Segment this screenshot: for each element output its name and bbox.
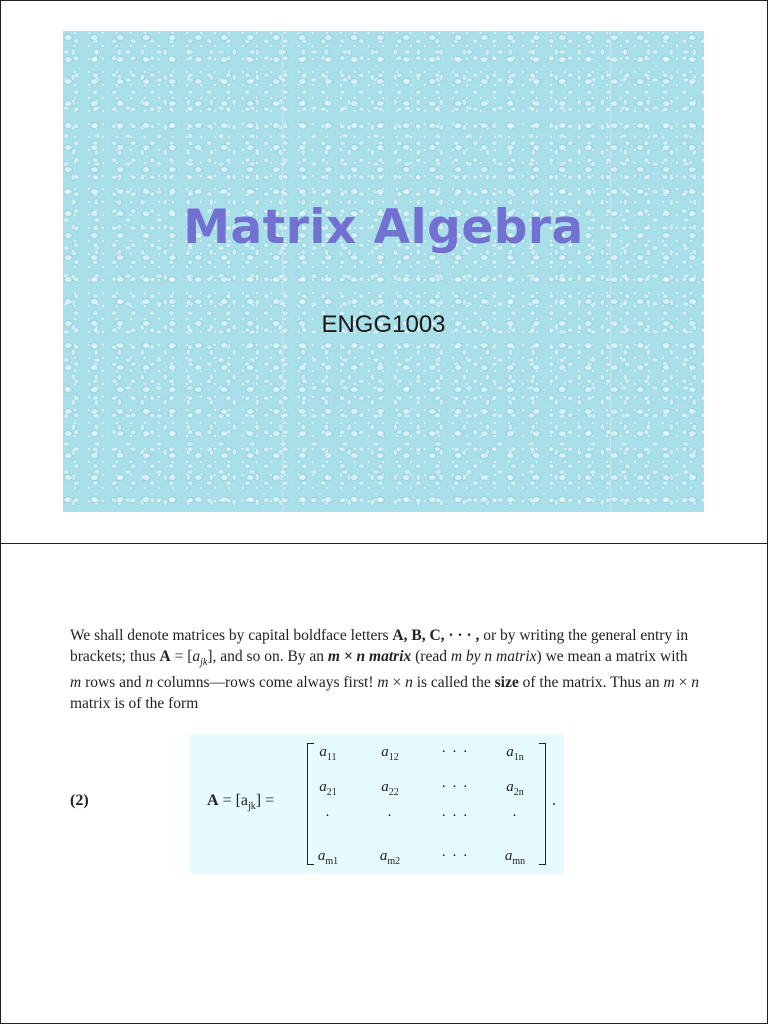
paragraph-run: ×: [674, 674, 692, 692]
paragraph-run: ×: [388, 674, 406, 692]
equation-period: .: [552, 792, 556, 809]
paragraph-run: m: [70, 674, 82, 692]
matrix-entry: $a_{2n}$: [506, 779, 524, 798]
slide-divider: [0, 543, 768, 544]
paragraph-run: n: [405, 674, 413, 692]
paragraph-run: m: [663, 674, 675, 692]
matrix-entry: $a_{11}$: [319, 744, 337, 763]
lhs-equals-bracket: = [a: [218, 792, 249, 809]
matrix-entry: ·: [387, 808, 393, 824]
matrix-entry: $a_{1n}$: [506, 744, 524, 763]
paragraph-run: m × n matrix: [327, 647, 412, 665]
matrix-entry: ·: [325, 808, 331, 824]
matrix-entry: · · ·: [441, 779, 469, 795]
matrix-entry: ·: [512, 808, 518, 824]
paragraph-run: rows and: [81, 674, 146, 692]
lhs-subscript: jk: [248, 801, 256, 813]
paragraph-run: A, B, C, · · · ,: [392, 627, 480, 644]
matrix-entry: · · ·: [441, 808, 469, 824]
lhs-matrix-symbol: A: [207, 792, 219, 809]
matrix-entry: · · ·: [441, 744, 469, 760]
background-seam: [610, 31, 611, 512]
paragraph-run: size: [494, 674, 519, 692]
matrix-entry: $a_{m1}$: [317, 848, 339, 867]
paragraph-run: We shall denote matrices by capital boldface letters: [70, 627, 393, 644]
matrix-entry: $a_{22}$: [381, 779, 399, 798]
paragraph-run: A: [159, 647, 171, 665]
slide-subtitle: ENGG1003: [321, 311, 446, 338]
lhs-end: ] =: [255, 792, 275, 809]
equation-number: (2): [70, 792, 89, 809]
paragraph-run: matrix is of the form: [70, 694, 199, 712]
background-seam: [282, 31, 283, 512]
paragraph-run: (read: [411, 647, 451, 665]
paragraph-run: m: [377, 674, 389, 692]
matrix-entry: · · ·: [441, 848, 469, 864]
paragraph-run: of the matrix. Thus an: [518, 674, 664, 692]
paragraph-run: ], and so on. By an: [207, 647, 328, 665]
matrix-entry: $a_{mn}$: [504, 848, 526, 867]
slide-title: Matrix Algebra: [183, 200, 584, 255]
definition-paragraph: [70, 626, 700, 714]
paragraph-run: is called the: [412, 674, 495, 692]
paragraph-run: n: [145, 674, 154, 692]
paragraph-run: or by writing the general entry in brackets; thus: [70, 627, 689, 665]
matrix-entry: $a_{12}$: [381, 744, 399, 763]
paragraph-run: m by n matrix: [450, 647, 537, 665]
paragraph-run: jk: [200, 656, 208, 668]
paragraph-run: a: [192, 647, 201, 665]
paragraph-run: ) we mean a matrix with: [536, 647, 688, 665]
matrix-entry: $a_{21}$: [319, 779, 337, 798]
slide-background-water-drops: [63, 31, 704, 512]
paragraph-run: = [: [170, 647, 193, 665]
paragraph-run: columns—rows come always first!: [153, 674, 378, 692]
equation-lhs: [207, 792, 274, 812]
matrix-entry: $a_{m2}$: [379, 848, 401, 867]
paragraph-run: n: [691, 674, 699, 692]
